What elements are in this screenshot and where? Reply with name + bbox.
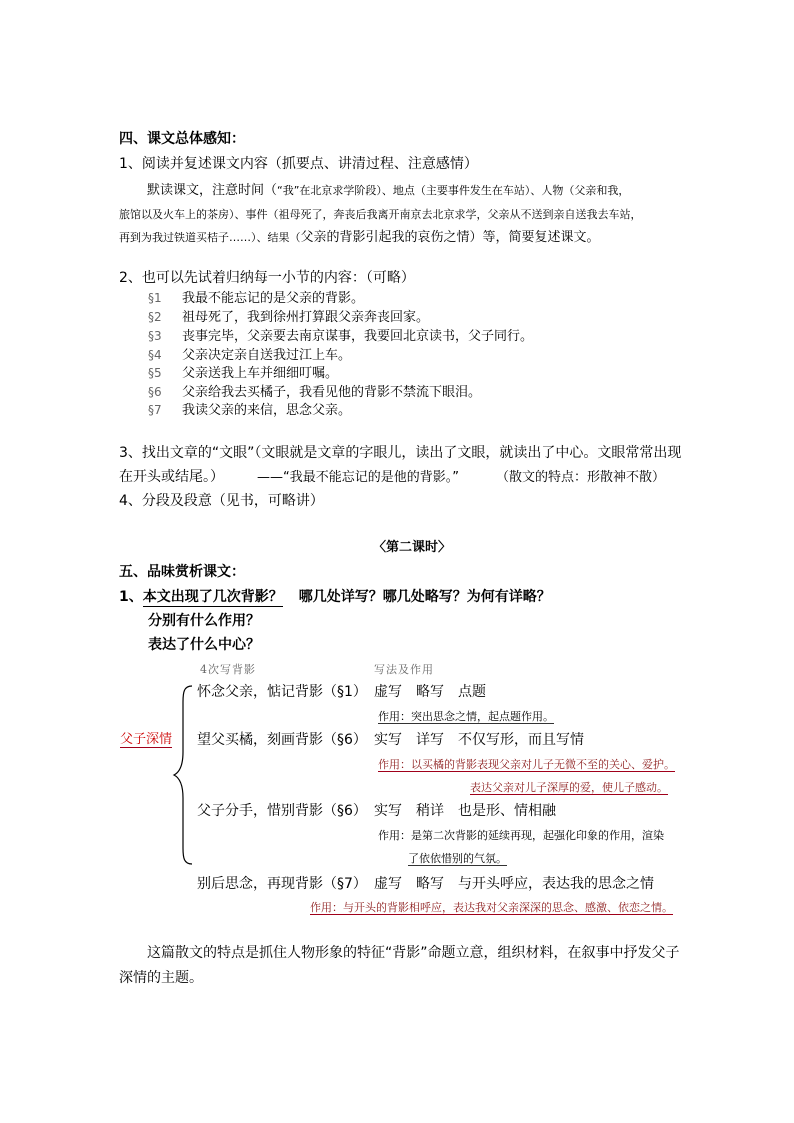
- para1-line3b: 父亲的背影引起我的哀伤之情）等，简要复述课文。: [300, 230, 600, 245]
- row3-effect2: 了依依惜别的气氛。: [408, 852, 507, 865]
- row3-left: 父子分手，惜别背影（§6）: [197, 803, 367, 819]
- para1-line3: [119, 231, 600, 244]
- question1-line1: 1、本文出现了几次背影？ 哪几处详写？哪几处略写？为何有详略？: [119, 589, 551, 605]
- item3-line1: 3、找出文章的“文眼”（文眼就是文章的字眼儿，读出了文眼，就读出了中心。文眼常常出现: [119, 445, 682, 461]
- row1-left: 怀念父亲，惦记背影（§1）: [197, 684, 367, 700]
- para1-line2b: 祖母死了，奔丧后我离开南京去北京求学，父亲从不送到亲自送我去车站，: [278, 208, 642, 221]
- curly-brace-icon: [172, 684, 194, 866]
- para1-line2a: 旅馆以及火车上的茶房）、事件（: [119, 208, 279, 221]
- item2-heading: 2、也可以先试着归纳每一小节的内容：（可略）: [119, 270, 415, 286]
- row3-effect1: 作用：是第二次背影的延续再现，起强化印象的作用，渲染: [378, 829, 664, 842]
- column-header-right: 写法及作用: [374, 663, 434, 676]
- question1-underlined: 本文出现了几次背影？: [142, 589, 283, 605]
- list-item: §7 我读父亲的来信，思念父亲。: [148, 403, 352, 418]
- item4-heading: 4、分段及段意（见书，可略讲）: [119, 493, 324, 509]
- para1-line1a: 默读课文，注意时间（: [147, 183, 278, 198]
- row4-effect: 作用：与开头的背影相呼应，表达我对父亲深深的思念、感激、依恋之情。: [310, 901, 673, 914]
- para1-line3a: 再到为我过铁道买桔子……）、结果（: [119, 231, 301, 244]
- item3-line2c: （散文的特点：形散神不散）: [496, 470, 666, 485]
- row2-effect2: 表达父亲对儿子深厚的爱，使儿子感动。: [470, 781, 668, 794]
- item3-line2b: ——“我最不能忘记的是他的背影。”: [257, 470, 459, 485]
- summary-line1: 这篇散文的特点是抓住人物形象的特征“背影”命题立意，组织材料，在叙事中抒发父子: [147, 945, 680, 961]
- item1-heading: 1、阅读并复述课文内容（抓要点、讲清过程、注意感情）: [119, 156, 478, 172]
- row2-effect1: 作用：以买橘的背影表现父亲对儿子无微不至的关心、爱护。: [378, 758, 675, 771]
- list-item: §3 丧事完毕，父亲要去南京谋事，我要回北京读书，父子同行。: [148, 329, 534, 344]
- row1-right: 虚写 略写 点题: [374, 684, 486, 700]
- list-item: §5 父亲送我上车并细细叮嘱。: [148, 366, 339, 381]
- para1-line1: [147, 184, 629, 197]
- para1-line1b: “我”在北京求学阶段）、地点（主要事件发生在车站）、人物（父亲和我，: [277, 184, 630, 197]
- list-item: §2 祖母死了，我到徐州打算跟父亲奔丧回家。: [148, 310, 430, 325]
- row3-right: 实写 稍详 也是形、情相融: [374, 803, 556, 819]
- item3-line2a: 在开头或结尾。）: [119, 469, 224, 485]
- section5-title: 五、品味赏析课文：: [119, 564, 245, 580]
- row2-right: 实写 详写 不仅写形，而且写情: [374, 732, 584, 748]
- row2-left: 望父买橘，刻画背影（§6）: [197, 732, 367, 748]
- row1-effect: 作用：突出思念之情，起点题作用。: [378, 710, 554, 723]
- list-item: §6 父亲给我去买橘子，我看见他的背影不禁流下眼泪。: [148, 385, 482, 400]
- list-item: §4 父亲决定亲自送我过江上车。: [148, 348, 352, 363]
- summary-line2: 深情的主题。: [119, 970, 203, 986]
- row4-left: 别后思念，再现背影（§7）: [197, 876, 367, 892]
- question1-line3: 表达了什么中心？: [148, 637, 260, 653]
- section4-title: 四、课文总体感知：: [119, 131, 245, 147]
- question1-line2: 分别有什么作用？: [148, 613, 260, 629]
- list-item: §1 我最不能忘记的是父亲的背影。: [148, 291, 365, 306]
- row4-right: 虚写 略写 与开头呼应，表达我的思念之情: [374, 876, 654, 892]
- center-label: 父子深情: [120, 732, 173, 747]
- column-header-left: 4次写背影: [200, 663, 256, 676]
- para1-line2: [119, 208, 642, 221]
- lesson2-title: 〈第二课时〉: [373, 540, 452, 555]
